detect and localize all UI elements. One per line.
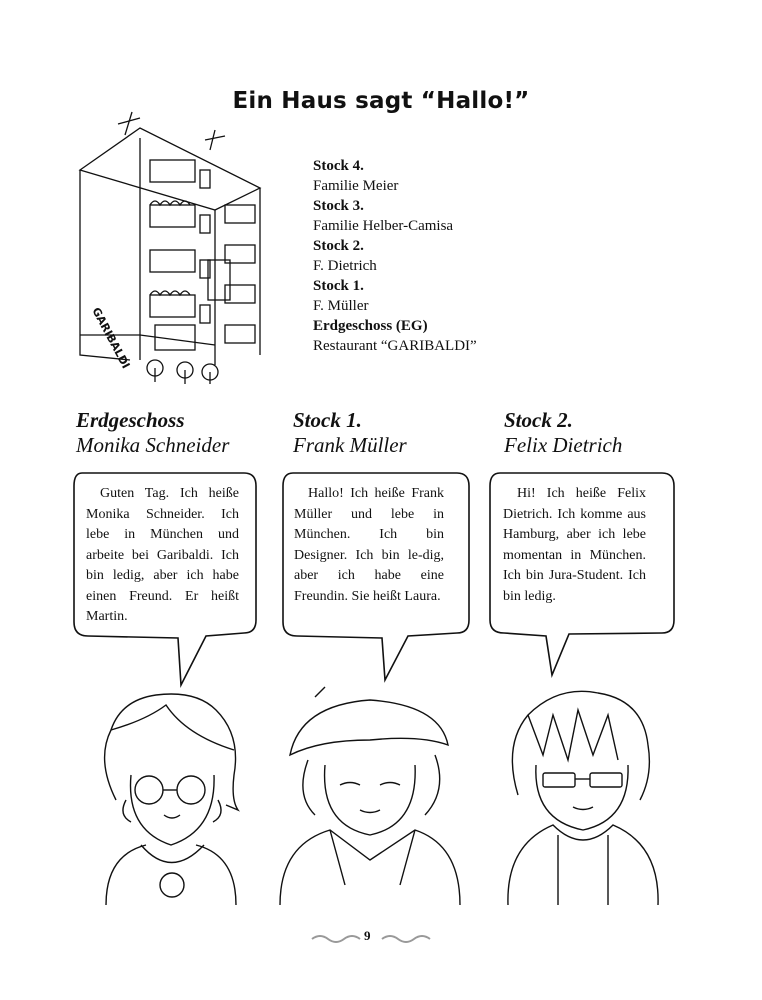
person-heading-dietrich	[504, 408, 622, 458]
floor-label: Erdgeschoss (EG)	[313, 318, 428, 334]
floor-resident: Restaurant “GARIBALDI”	[313, 338, 477, 354]
portrait-schneider	[86, 680, 261, 905]
footer-ornament	[0, 925, 762, 951]
person-name: Felix Dietrich	[504, 433, 623, 457]
person-heading-mueller	[293, 408, 407, 458]
speech-text-dietrich: Hi! Ich heiße Felix Dietrich. Ich komme aus Hamburg, aber ich lebe momentan in München. Ich bin Jura-Student. Ich bin ledig.	[503, 486, 646, 604]
floor-resident: Familie Meier	[313, 178, 399, 194]
speech-text-mueller: Hallo! Ich heiße Frank Müller und lebe in München. Ich bin Designer. Ich bin le-dig, aber ich habe eine Freundin. Sie heißt Laura.	[294, 486, 444, 604]
person-level: Stock 1.	[293, 408, 362, 432]
floor-resident: F. Dietrich	[313, 258, 377, 274]
person-level: Stock 2.	[504, 408, 573, 432]
person-name: Monika Schneider	[76, 433, 230, 457]
building-illustration	[70, 110, 270, 385]
floor-label: Stock 2.	[313, 238, 364, 254]
floor-label: Stock 4.	[313, 158, 364, 174]
speech-text-schneider: Guten Tag. Ich heiße Monika Schneider. Ich lebe in München und arbeite bei Garibaldi. Ich bin ledig, aber ich habe einen Freund. Er heißt Martin.	[86, 486, 239, 624]
floor-label: Stock 3.	[313, 198, 364, 214]
floor-label: Stock 1.	[313, 278, 364, 294]
floor-directory	[313, 156, 477, 356]
portrait-mueller	[270, 685, 470, 905]
floor-resident: Familie Helber-Camisa	[313, 218, 454, 234]
page-title: Ein Haus sagt “Hallo!”	[232, 88, 530, 114]
person-heading-schneider	[76, 408, 229, 458]
person-level: Erdgeschoss	[76, 408, 185, 432]
page-number: 9	[364, 928, 371, 943]
person-name: Frank Müller	[293, 433, 407, 457]
portrait-dietrich	[498, 685, 668, 905]
floor-resident: F. Müller	[313, 298, 369, 314]
restaurant-sign: GARIBALDI	[89, 305, 133, 371]
